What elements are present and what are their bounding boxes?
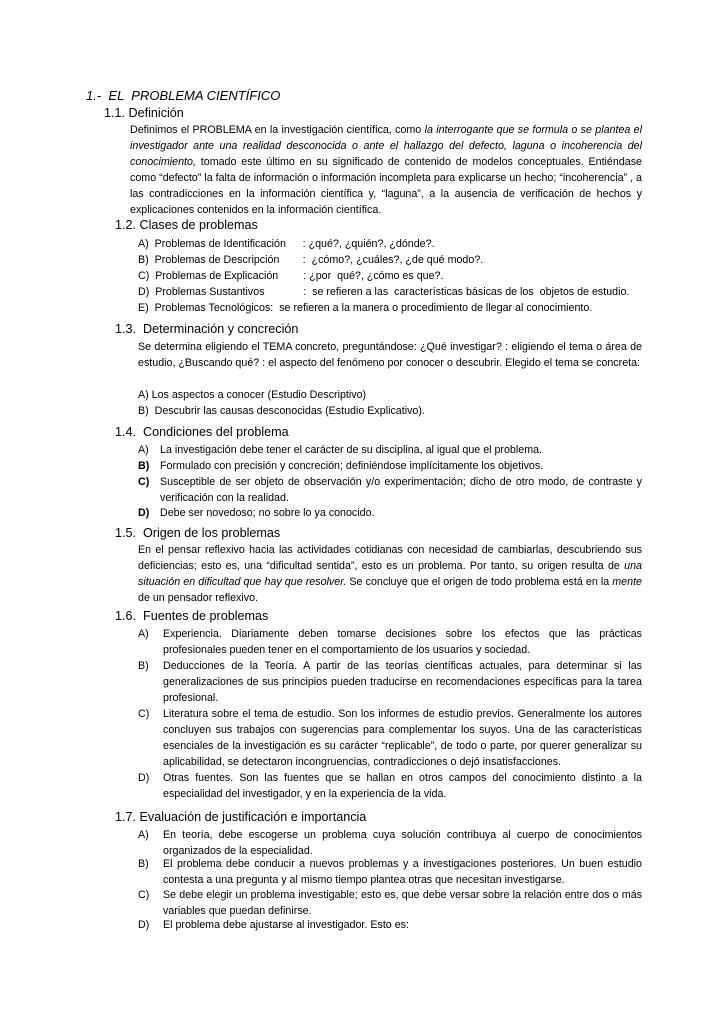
list-item: B) Problemas de Descripción : ¿cómo?, ¿cuáles?, ¿de qué modo?. bbox=[138, 254, 484, 266]
list-item: C) Literatura sobre el tema de estudio. Son los informes de estudio previos. Generalmente los autores concluyen sus trabajos con sugerencias para complementar los suyos. Una de las características esenciales de la investigación es su carácter “replicable”, de todo o parte, por querer generalizar su aplicabilidad, se detectaron incongruencias, contradicciones o dejó insatisfacciones. bbox=[138, 708, 642, 768]
list-item: A) Problemas de Identificación : ¿qué?, ¿quién?, ¿dónde?. bbox=[138, 238, 435, 250]
list-item: B) El problema debe conducir a nuevos problemas y a investigaciones posteriores. Un buen estudio contesta a una pregunta y al mismo tiempo plantea otras que necesitan investigarse. bbox=[138, 858, 642, 886]
list-item: B) Descubrir las causas desconocidas (Estudio Explicativo). bbox=[138, 405, 425, 417]
list-item: D) Debe ser novedoso; no sobre lo ya conocido. bbox=[138, 507, 375, 519]
section-heading-condiciones: 1.4. Condiciones del problema bbox=[115, 425, 289, 439]
origin-paragraph: En el pensar reflexivo hacia las actividades cotidianas con necesidad de cambiarlas, descubriendo sus deficiencias; esto es, una “dificultad sentida”, esto es un problema. Por tanto, su origen resulta de una situación en dificultad que hay que resolver. Se concluye que el origen de todo problema está en la mente de un pensador reflexivo. bbox=[138, 544, 642, 604]
section-heading-origen: 1.5. Origen de los problemas bbox=[115, 526, 281, 540]
list-item: D) El problema debe ajustarse al investigador. Esto es: bbox=[138, 919, 409, 931]
list-item: D) Problemas Sustantivos : se refieren a las características básicas de los objetos de estudio. bbox=[138, 286, 630, 298]
list-item: B) Deducciones de la Teoría. A partir de las teorías científicas actuales, para determinar si las generalizaciones de sus principios pueden traducirse en recomendaciones específicas para la tarea profesional. bbox=[138, 660, 642, 704]
section-heading-definicion: 1.1. Definición bbox=[104, 106, 184, 120]
list-item: E) Problemas Tecnológicos: se refieren a la manera o procedimiento de llegar al conocimiento. bbox=[138, 302, 593, 314]
determination-paragraph: Se determina eligiendo el TEMA concreto, preguntándose: ¿Qué investigar? : eligiendo el tema o área de estudio, ¿Buscando qué? : el aspecto del fenómeno por conocer o descubrir. Elegido el tema se concreta: bbox=[138, 341, 642, 369]
list-item: B) Formulado con precisión y concreción; definiéndose implícitamente los objetivos. bbox=[138, 460, 544, 472]
list-item: A) En teoría, debe escogerse un problema cuya solución contribuya al cuerpo de conocimientos organizados de la especialidad. bbox=[138, 829, 642, 857]
definition-paragraph: Definimos el PROBLEMA en la investigación científica, como la interrogante que se formula o se plantea el investigador ante una realidad desconocida o ante el hallazgo del defecto, laguna o incoherencia del conocimiento, tomado este último en su significado de contenido de modelos conceptuales. Entiéndase como “defecto” la falta de información o información incompleta para explicarse un hecho; “incoherencia” , a las contradicciones en la información científica y, “laguna”, a la ausencia de verificación de hechos y explicaciones contenidos en la información científica. bbox=[130, 124, 642, 216]
list-item: C) Problemas de Explicación : ¿por qué?, ¿cómo es que?. bbox=[138, 270, 444, 282]
section-heading-clases: 1.2. Clases de problemas bbox=[115, 218, 258, 232]
list-item: C) Susceptible de ser objeto de observación y/o experimentación; dicho de otro modo, de contraste y verificación con la realidad. bbox=[138, 476, 642, 504]
section-heading-fuentes: 1.6. Fuentes de problemas bbox=[115, 609, 269, 623]
document-title: 1.- EL PROBLEMA CIENTÍFICO bbox=[86, 88, 281, 103]
list-item: A) La investigación debe tener el carácter de su disciplina, al igual que el problema. bbox=[138, 444, 543, 456]
list-item: A) Los aspectos a conocer (Estudio Descriptivo) bbox=[138, 389, 367, 401]
list-item: A) Experiencia. Diariamente deben tomarse decisiones sobre los efectos que las prácticas profesionales pueden tener en el comportamiento de los usuarios y sociedad. bbox=[138, 628, 642, 656]
list-item: C) Se debe elegir un problema investigable; esto es, que debe versar sobre la relación entre dos o más variables que puedan definirse. bbox=[138, 889, 642, 917]
section-heading-evaluacion: 1.7. Evaluación de justificación e importancia bbox=[115, 810, 367, 824]
section-heading-determinacion: 1.3. Determinación y concreción bbox=[115, 322, 299, 336]
list-item: D) Otras fuentes. Son las fuentes que se hallan en otros campos del conocimiento distinto a la especialidad del investigador, y en la experiencia de la vida. bbox=[138, 772, 642, 800]
